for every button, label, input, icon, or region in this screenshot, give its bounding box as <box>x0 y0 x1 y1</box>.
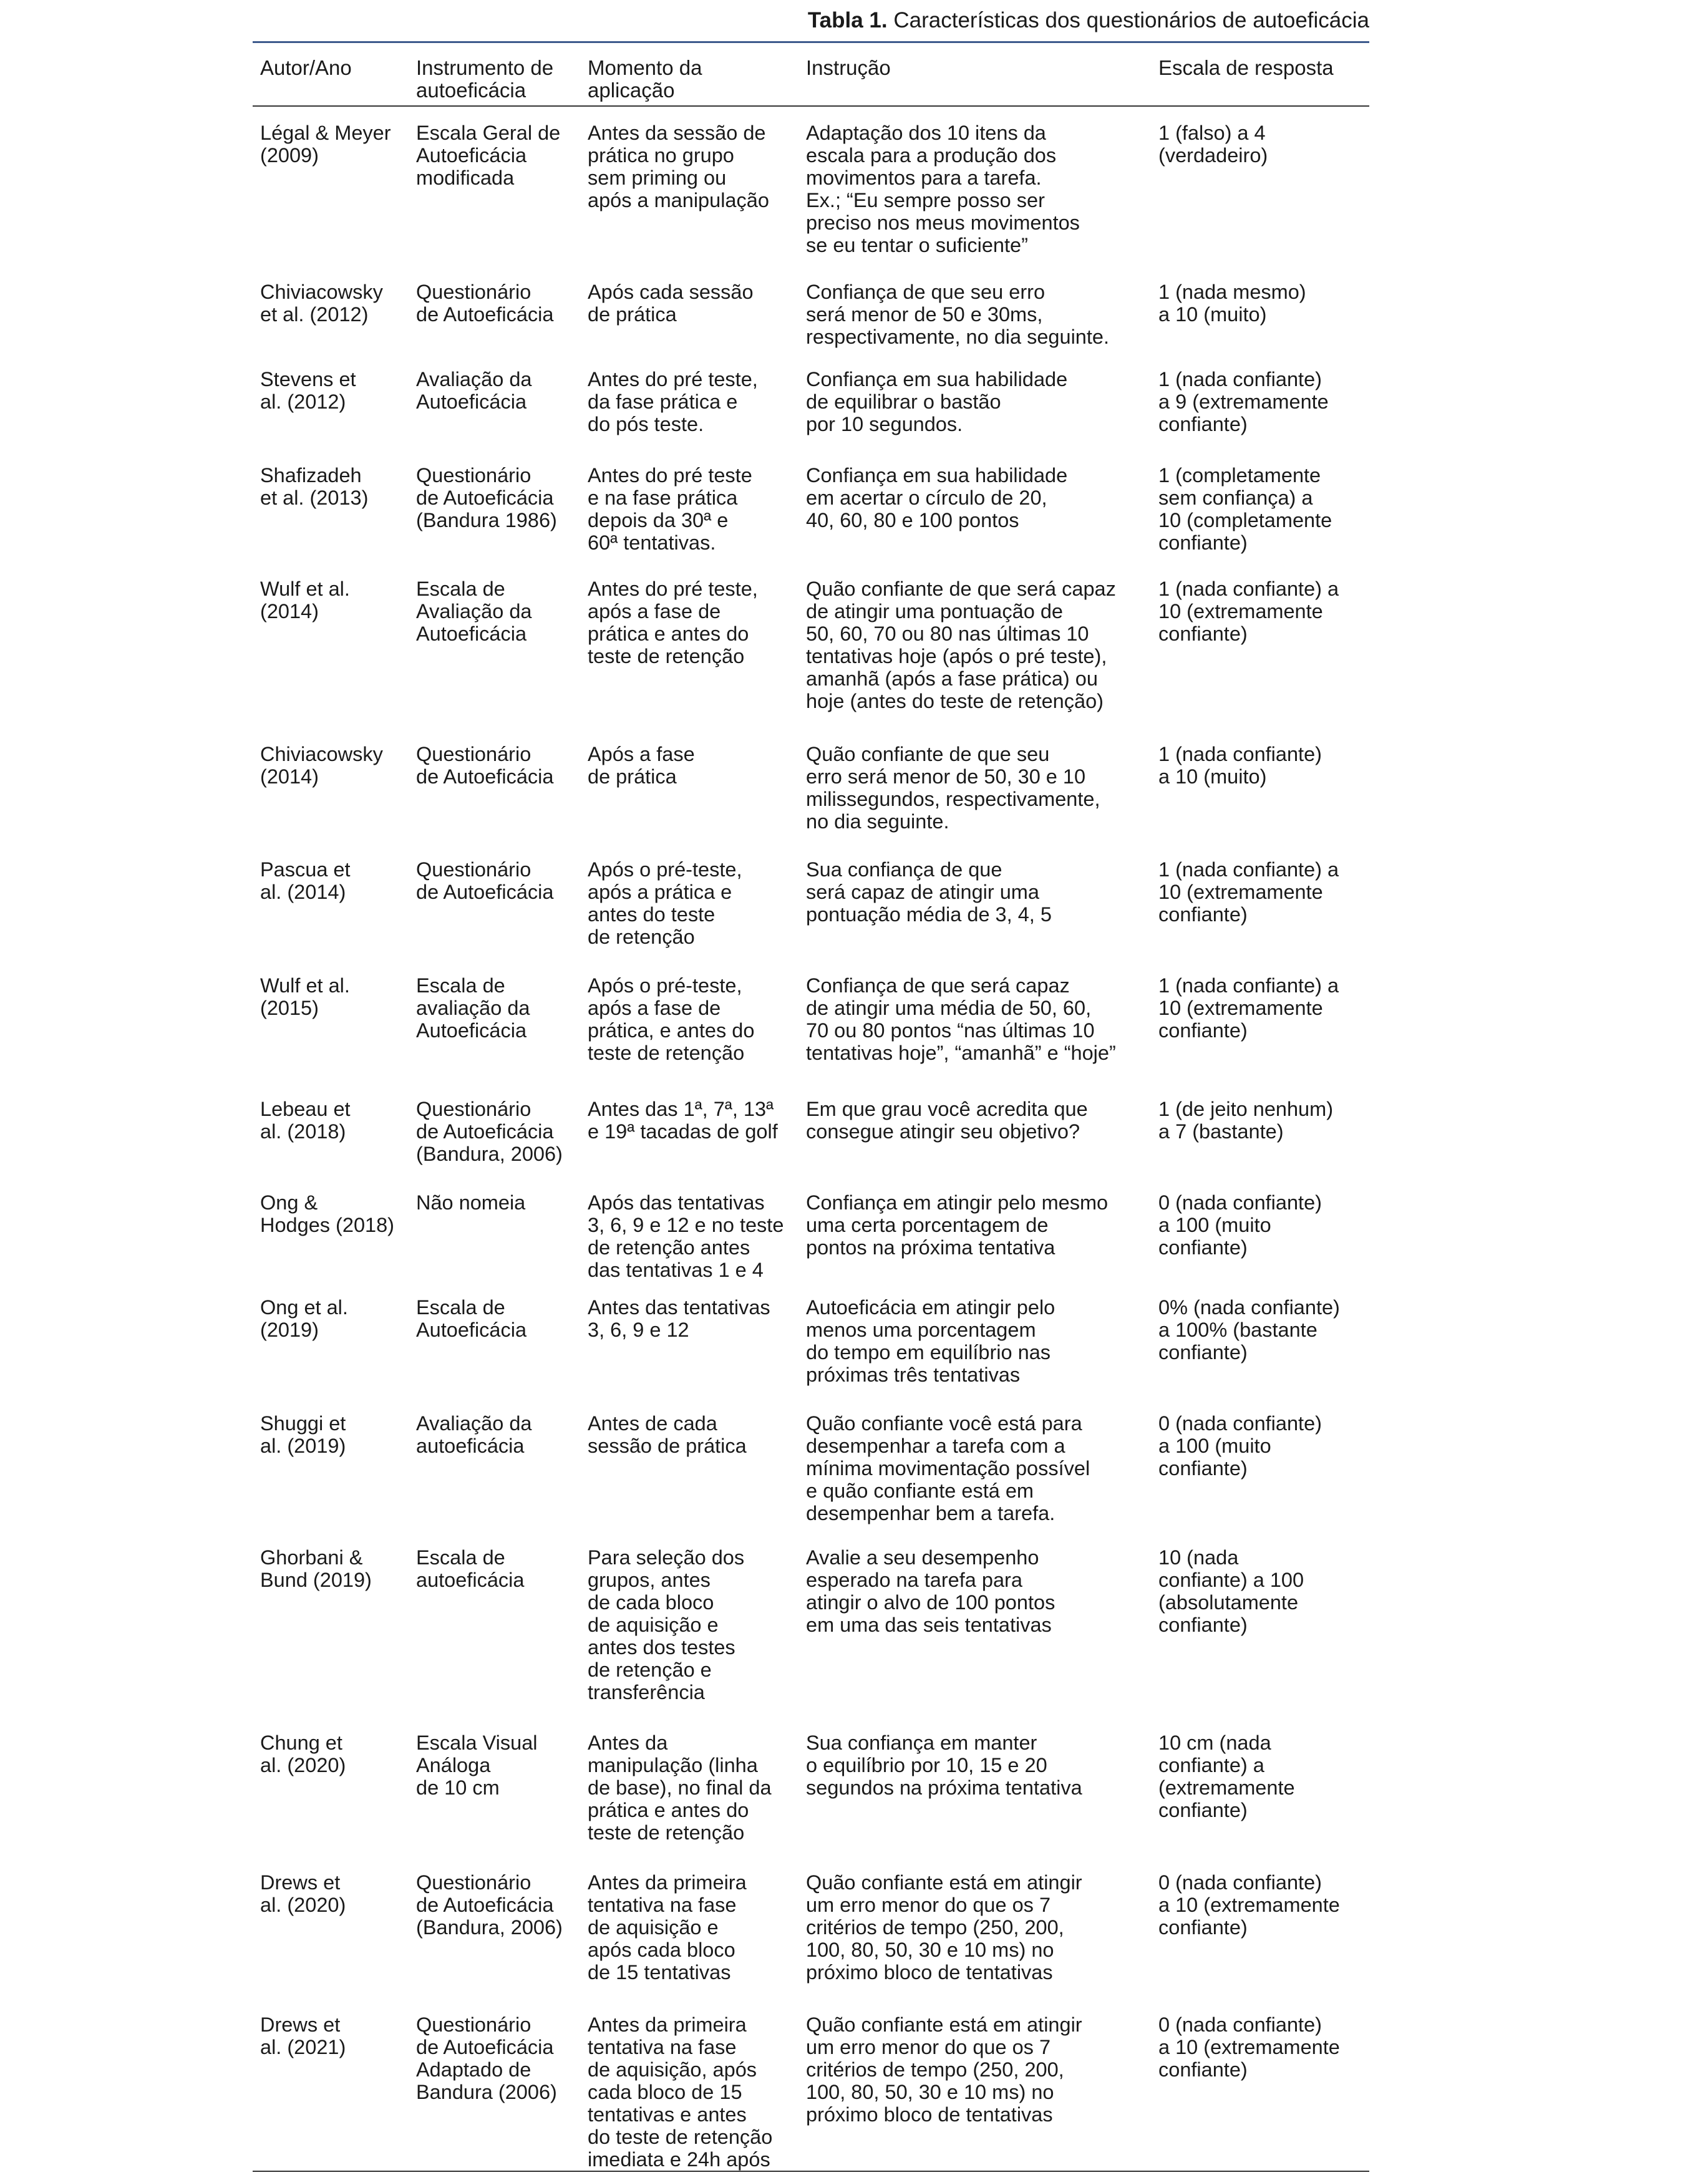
instrument-cell: Questionário de Autoeficácia <box>416 743 554 788</box>
instrument-cell: Avaliação da Autoeficácia <box>416 368 532 413</box>
author-cell: Drews et al. (2020) <box>260 1871 346 1916</box>
scale-cell: 1 (nada mesmo) a 10 (muito) <box>1158 281 1306 326</box>
author-cell: Lebeau et al. (2018) <box>260 1098 351 1143</box>
author-cell: Shuggi et al. (2019) <box>260 1412 346 1457</box>
moment-cell: Antes do pré teste, da fase prática e do pós teste. <box>588 368 758 435</box>
instrument-cell: Questionário de Autoeficácia (Bandura, 2006) <box>416 1871 563 1939</box>
instruction-cell: Confiança de que será capaz de atingir uma média de 50, 60, 70 ou 80 pontos “nas últimas 10 tentativas hoje”, “amanhã” e “hoje” <box>806 974 1116 1064</box>
scale-cell: 1 (nada confiante) a 10 (extremamente confiante) <box>1158 858 1339 926</box>
page <box>253 0 1369 2172</box>
header-moment: Momento da aplicação <box>580 43 798 106</box>
table-row <box>253 1531 1369 1717</box>
author-cell: Pascua et al. (2014) <box>260 858 351 903</box>
table-body <box>253 106 1369 2171</box>
table-row <box>253 563 1369 728</box>
moment-cell: Após das tentativas 3, 6, 9 e 12 e no teste de retenção antes das tentativas 1 e 4 <box>588 1191 784 1281</box>
scale-cell: 0 (nada confiante) a 100 (muito confiante) <box>1158 1191 1322 1259</box>
instrument-cell: Escala de Avaliação da Autoeficácia <box>416 578 532 645</box>
table-row <box>253 728 1369 843</box>
instrument-cell: Escala de Autoeficácia <box>416 1296 527 1341</box>
table-row <box>253 1998 1369 2171</box>
scale-cell: 1 (completamente sem confiança) a 10 (completamente confiante) <box>1158 464 1332 554</box>
moment-cell: Após cada sessão de prática <box>588 281 754 326</box>
moment-cell: Antes da primeira tentativa na fase de aquisição e após cada bloco de 15 tentativas <box>588 1871 747 1984</box>
header-row <box>253 43 1369 106</box>
instruction-cell: Adaptação dos 10 itens da escala para a produção dos movimentos para a tarefa. Ex.; “Eu sempre posso ser preciso nos meus movimentos se eu tentar o suficiente” <box>806 122 1080 256</box>
moment-cell: Antes da manipulação (linha de base), no final da prática e antes do teste de retenção <box>588 1732 772 1844</box>
moment-cell: Antes da primeira tentativa na fase de aquisição, após cada bloco de 15 tentativas e antes do teste de retenção imediata e 24h após <box>580 1998 798 2171</box>
table-row <box>253 353 1369 449</box>
table-row <box>253 1717 1369 1856</box>
scale-cell: 10 (nada confiante) a 100 (absolutamente confiante) <box>1158 1546 1304 1636</box>
moment-cell: Antes das 1ª, 7ª, 13ª e 19ª tacadas de golf <box>588 1098 778 1143</box>
instrument-cell: Questionário de Autoeficácia (Bandura 1986) <box>416 464 557 531</box>
instrument-cell: Questionário de Autoeficácia (Bandura, 2006) <box>416 1098 563 1165</box>
table-row <box>253 959 1369 1083</box>
author-cell: Ong et al. (2019) <box>260 1296 348 1341</box>
table-row <box>253 1397 1369 1531</box>
instruction-cell: Confiança em sua habilidade em acertar o círculo de 20, 40, 60, 80 e 100 pontos <box>806 464 1068 531</box>
instrument-cell: Não nomeia <box>416 1191 526 1214</box>
moment-cell: Antes do pré teste, após a fase de prática e antes do teste de retenção <box>588 578 758 667</box>
moment-cell: Após o pré-teste, após a fase de prática, e antes do teste de retenção <box>588 974 755 1064</box>
author-cell: Chiviacowsky et al. (2012) <box>260 281 383 326</box>
author-cell: Ghorbani & Bund (2019) <box>260 1546 372 1591</box>
instruction-cell: Confiança em sua habilidade de equilibrar o bastão por 10 segundos. <box>806 368 1068 435</box>
scale-cell: 0 (nada confiante) a 10 (extremamente confiante) <box>1158 1871 1340 1939</box>
instruction-cell: Avalie a seu desempenho esperado na tarefa para atingir o alvo de 100 pontos em uma das seis tentativas <box>806 1546 1055 1636</box>
instrument-cell: Escala Visual Análoga de 10 cm <box>416 1732 538 1799</box>
table-caption <box>253 0 1369 41</box>
scale-cell: 1 (nada confiante) a 10 (extremamente confiante) <box>1158 974 1339 1042</box>
moment-cell: Após o pré-teste, após a prática e antes do teste de retenção <box>588 858 742 948</box>
caption-text: Características dos questionários de autoeficácia <box>893 8 1369 32</box>
scale-cell: 0 (nada confiante) a 10 (extremamente confiante) <box>1151 1998 1369 2171</box>
scale-cell: 1 (nada confiante) a 9 (extremamente confiante) <box>1158 368 1329 435</box>
moment-cell: Após a fase de prática <box>588 743 695 788</box>
author-cell: Ong & Hodges (2018) <box>260 1191 394 1236</box>
instruction-cell: Autoeficácia em atingir pelo menos uma porcentagem do tempo em equilíbrio nas próximas três tentativas <box>806 1296 1055 1386</box>
instrument-cell: Questionário de Autoeficácia <box>416 281 554 326</box>
table-row <box>253 1083 1369 1176</box>
author-cell: Chung et al. (2020) <box>260 1732 346 1776</box>
moment-cell: Antes de cada sessão de prática <box>588 1412 747 1457</box>
scale-cell: 10 cm (nada confiante) a (extremamente confiante) <box>1158 1732 1295 1821</box>
table-row <box>253 266 1369 353</box>
caption-label: Tabla 1. <box>807 8 888 32</box>
moment-cell: Para seleção dos grupos, antes de cada bloco de aquisição e antes dos testes de retenção e transferência <box>588 1546 745 1703</box>
moment-cell: Antes do pré teste e na fase prática depois da 30ª e 60ª tentativas. <box>588 464 752 554</box>
moment-cell: Antes da sessão de prática no grupo sem priming ou após a manipulação <box>588 122 769 211</box>
author-cell: Chiviacowsky (2014) <box>260 743 383 788</box>
scale-cell: 1 (falso) a 4 (verdadeiro) <box>1158 122 1268 167</box>
instruction-cell: Quão confiante de que seu erro será menor de 50, 30 e 10 milissegundos, respectivamente, no dia seguinte. <box>806 743 1100 833</box>
header-instrument: Instrumento de autoeficácia <box>409 43 580 106</box>
author-cell: Wulf et al. (2014) <box>260 578 350 622</box>
self-efficacy-table <box>253 43 1369 2172</box>
instruction-cell: Confiança de que seu erro será menor de 50 e 30ms, respectivamente, no dia seguinte. <box>806 281 1109 348</box>
instrument-cell: Escala de autoeficácia <box>416 1546 525 1591</box>
scale-cell: 1 (nada confiante) a 10 (muito) <box>1158 743 1322 788</box>
scale-cell: 0 (nada confiante) a 100 (muito confiante) <box>1158 1412 1322 1480</box>
header-author: Autor/Ano <box>253 43 409 106</box>
instruction-cell: Quão confiante de que será capaz de atingir uma pontuação de 50, 60, 70 ou 80 nas últimas 10 tentativas hoje (após o pré teste), amanhã (após a fase prática) ou hoje (antes do teste de retenção) <box>806 578 1116 712</box>
instrument-cell: Escala Geral de Autoeficácia modificada <box>416 122 561 189</box>
author-cell: Shafizadeh et al. (2013) <box>260 464 369 509</box>
scale-cell: 1 (nada confiante) a 10 (extremamente confiante) <box>1158 578 1339 645</box>
instruction-cell: Confiança em atingir pelo mesmo uma certa porcentagem de pontos na próxima tentativa <box>806 1191 1109 1259</box>
instruction-cell: Sua confiança em manter o equilíbrio por 10, 15 e 20 segundos na próxima tentativa <box>806 1732 1082 1799</box>
instruction-cell: Quão confiante está em atingir um erro menor do que os 7 critérios de tempo (250, 200, 100, 80, 50, 30 e 10 ms) no próximo bloco de tentativas <box>798 1998 1151 2171</box>
instrument-cell: Escala de avaliação da Autoeficácia <box>416 974 530 1042</box>
author-cell: Drews et al. (2021) <box>253 1998 409 2171</box>
header-instruction: Instrução <box>798 43 1151 106</box>
table-row <box>253 1176 1369 1281</box>
table-row <box>253 1856 1369 1998</box>
header-scale: Escala de resposta <box>1151 43 1369 106</box>
instrument-cell: Questionário de Autoeficácia <box>416 858 554 903</box>
instruction-cell: Quão confiante você está para desempenhar a tarefa com a mínima movimentação possível e quão confiante está em desempenhar bem a tarefa. <box>806 1412 1090 1524</box>
scale-cell: 0% (nada confiante) a 100% (bastante confiante) <box>1158 1296 1340 1364</box>
author-cell: Stevens et al. (2012) <box>260 368 356 413</box>
author-cell: Légal & Meyer (2009) <box>260 122 391 167</box>
table-row <box>253 449 1369 563</box>
instrument-cell: Questionário de Autoeficácia Adaptado de Bandura (2006) <box>409 1998 580 2171</box>
author-cell: Wulf et al. (2015) <box>260 974 350 1019</box>
moment-cell: Antes das tentativas 3, 6, 9 e 12 <box>588 1296 770 1341</box>
instruction-cell: Sua confiança de que será capaz de atingir uma pontuação média de 3, 4, 5 <box>806 858 1052 926</box>
instrument-cell: Avaliação da autoeficácia <box>416 1412 532 1457</box>
scale-cell: 1 (de jeito nenhum) a 7 (bastante) <box>1158 1098 1334 1143</box>
instruction-cell: Quão confiante está em atingir um erro menor do que os 7 critérios de tempo (250, 200, 100, 80, 50, 30 e 10 ms) no próximo bloco de tentativas <box>806 1871 1082 1984</box>
table-row <box>253 1281 1369 1397</box>
instruction-cell: Em que grau você acredita que consegue atingir seu objetivo? <box>806 1098 1088 1143</box>
table-row <box>253 843 1369 959</box>
table-row <box>253 106 1369 266</box>
